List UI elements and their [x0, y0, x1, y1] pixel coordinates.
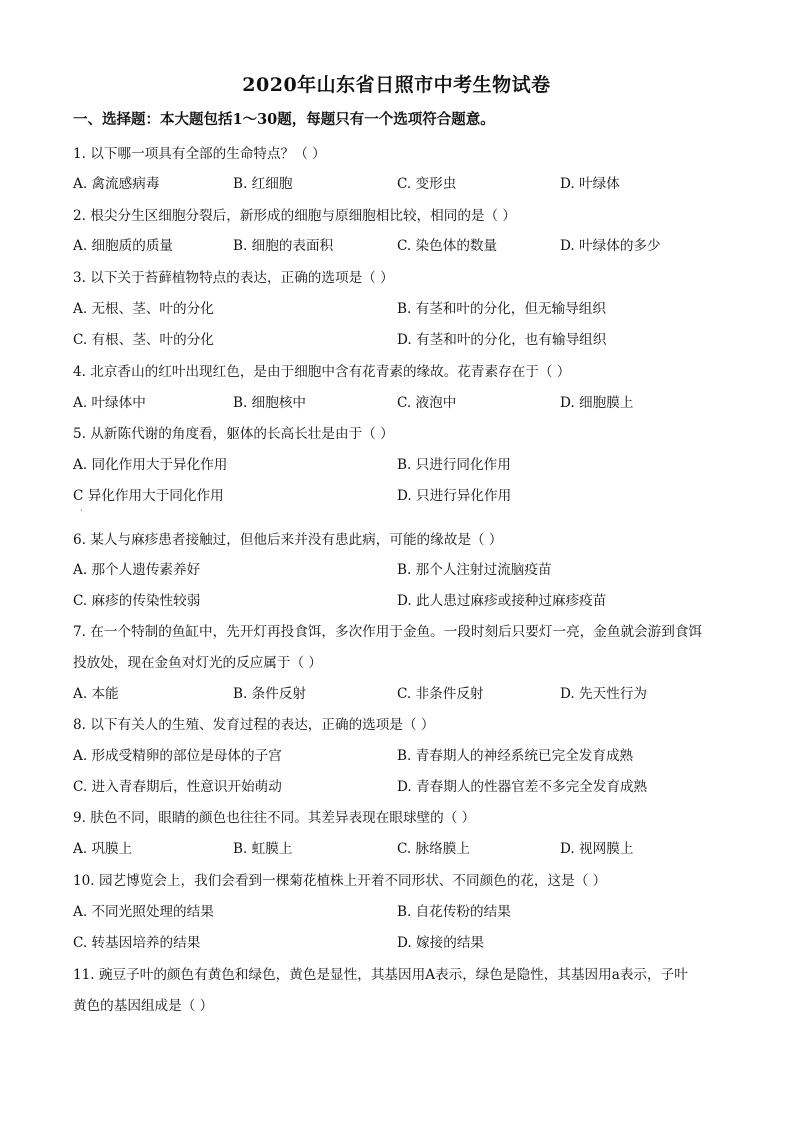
- question-3-option-a: A. 无根、茎、叶的分化: [73, 301, 214, 317]
- question-5-option-c: C 异化作用大于同化作用: [73, 488, 224, 504]
- question-1-option-c: C. 变形虫: [397, 176, 457, 192]
- question-6-option-d: D. 此人患过麻疹或接种过麻疹疫苗: [397, 593, 607, 609]
- question-2-stem: 2. 根尖分生区细胞分裂后，新形成的细胞与原细胞相比较，相同的是（ ）: [73, 208, 517, 224]
- question-4-option-c: C. 液泡中: [397, 395, 457, 411]
- question-1-option-d: D. 叶绿体: [560, 176, 620, 192]
- question-7-option-d: D. 先天性行为: [560, 686, 648, 702]
- page-title: 2020年山东省日照市中考生物试卷: [242, 74, 551, 96]
- question-5-option-d: D. 只进行异化作用: [397, 488, 512, 504]
- question-9-stem: 9. 肤色不同，眼睛的颜色也往往不同。其差异表现在眼球壁的（ ）: [73, 810, 476, 826]
- question-3-stem: 3. 以下关于苔藓植物特点的表达，正确的选项是（ ）: [73, 270, 394, 286]
- question-9-option-d: D. 视网膜上: [560, 841, 634, 857]
- question-4-stem: 4. 北京香山的红叶出现红色，是由于细胞中含有花青素的缘故。花青素存在于（ ）: [73, 364, 571, 380]
- question-2-option-d: D. 叶绿体的多少: [560, 238, 661, 254]
- question-5-option-b: B. 只进行同化作用: [397, 457, 511, 473]
- question-9-option-c: C. 脉络膜上: [397, 841, 470, 857]
- question-3-option-d: D. 有茎和叶的分化，也有输导组织: [397, 332, 607, 348]
- question-4-option-a: A. 叶绿体中: [73, 395, 146, 411]
- question-6-option-a: A. 那个人遗传素养好: [73, 562, 201, 578]
- question-11-stem: 11. 豌豆子叶的颜色有黄色和绿色，黄色是显性，其基因用A表示，绿色是隐性，其基因用a表示，子叶: [73, 967, 688, 983]
- question-7-stem: 投放处，现在金鱼对灯光的反应属于（ ）: [73, 655, 323, 671]
- question-6-option-c: C. 麻疹的传染性较弱: [73, 593, 201, 609]
- question-3-option-b: B. 有茎和叶的分化，但无输导组织: [397, 301, 606, 317]
- question-10-option-d: D. 嫁接的结果: [397, 935, 485, 951]
- question-8-option-b: B. 青春期人的神经系统已完全发育成熟: [397, 748, 634, 764]
- question-7-option-a: A. 本能: [73, 686, 119, 702]
- question-10-stem: 10. 园艺博览会上，我们会看到一棵菊花植株上开着不同形状、不同颜色的花，这是（ ）: [73, 873, 607, 889]
- question-10-option-a: A. 不同光照处理的结果: [73, 904, 214, 920]
- question-4-option-b: B. 细胞核中: [233, 395, 307, 411]
- question-8-option-c: C. 进入青春期后，性意识开始萌动: [73, 779, 282, 795]
- question-4-option-d: D. 细胞膜上: [560, 395, 634, 411]
- question-1-option-a: A. 禽流感病毒: [73, 176, 160, 192]
- question-8-option-a: A. 形成受精卵的部位是母体的子宫: [73, 748, 282, 764]
- question-2-option-c: C. 染色体的数量: [397, 238, 498, 254]
- question-6-stem: 6. 某人与麻疹患者接触过，但他后来并没有患此病，可能的缘故是（ ）: [73, 532, 503, 548]
- question-10-option-b: B. 自花传粉的结果: [397, 904, 511, 920]
- question-11-stem: 黄色的基因组成是（ ）: [73, 998, 214, 1014]
- question-5-option-a: A. 同化作用大于异化作用: [73, 457, 228, 473]
- question-10-option-c: C. 转基因培养的结果: [73, 935, 201, 951]
- question-5-stem: 5. 从新陈代谢的角度看，躯体的长高长壮是由于（ ）: [73, 426, 394, 442]
- question-2-option-b: B. 细胞的表面积: [233, 238, 334, 254]
- section-heading: 一、选择题：本大题包括1～30题，每题只有一个选项符合题意。: [73, 111, 495, 128]
- question-2-option-a: A. 细胞质的质量: [73, 238, 174, 254]
- question-1-option-b: B. 红细胞: [233, 176, 293, 192]
- question-8-stem: 8. 以下有关人的生殖、发育过程的表达，正确的选项是（ ）: [73, 717, 435, 733]
- question-7-option-c: C. 非条件反射: [397, 686, 484, 702]
- question-7-stem: 7. 在一个特制的鱼缸中，先开灯再投食饵，多次作用于金鱼。一段时刻后只要灯一亮，金鱼就会游到食饵: [73, 624, 703, 640]
- question-7-option-b: B. 条件反射: [233, 686, 307, 702]
- question-9-option-a: A. 巩膜上: [73, 841, 133, 857]
- stray-mark: ·: [80, 506, 83, 516]
- question-1-stem: 1. 以下哪一项具有全部的生命特点？（ ）: [73, 146, 326, 162]
- question-3-option-c: C. 有根、茎、叶的分化: [73, 332, 214, 348]
- question-8-option-d: D. 青春期人的性器官差不多完全发育成熟: [397, 779, 648, 795]
- question-6-option-b: B. 那个人注射过流脑疫苗: [397, 562, 552, 578]
- question-9-option-b: B. 虹膜上: [233, 841, 293, 857]
